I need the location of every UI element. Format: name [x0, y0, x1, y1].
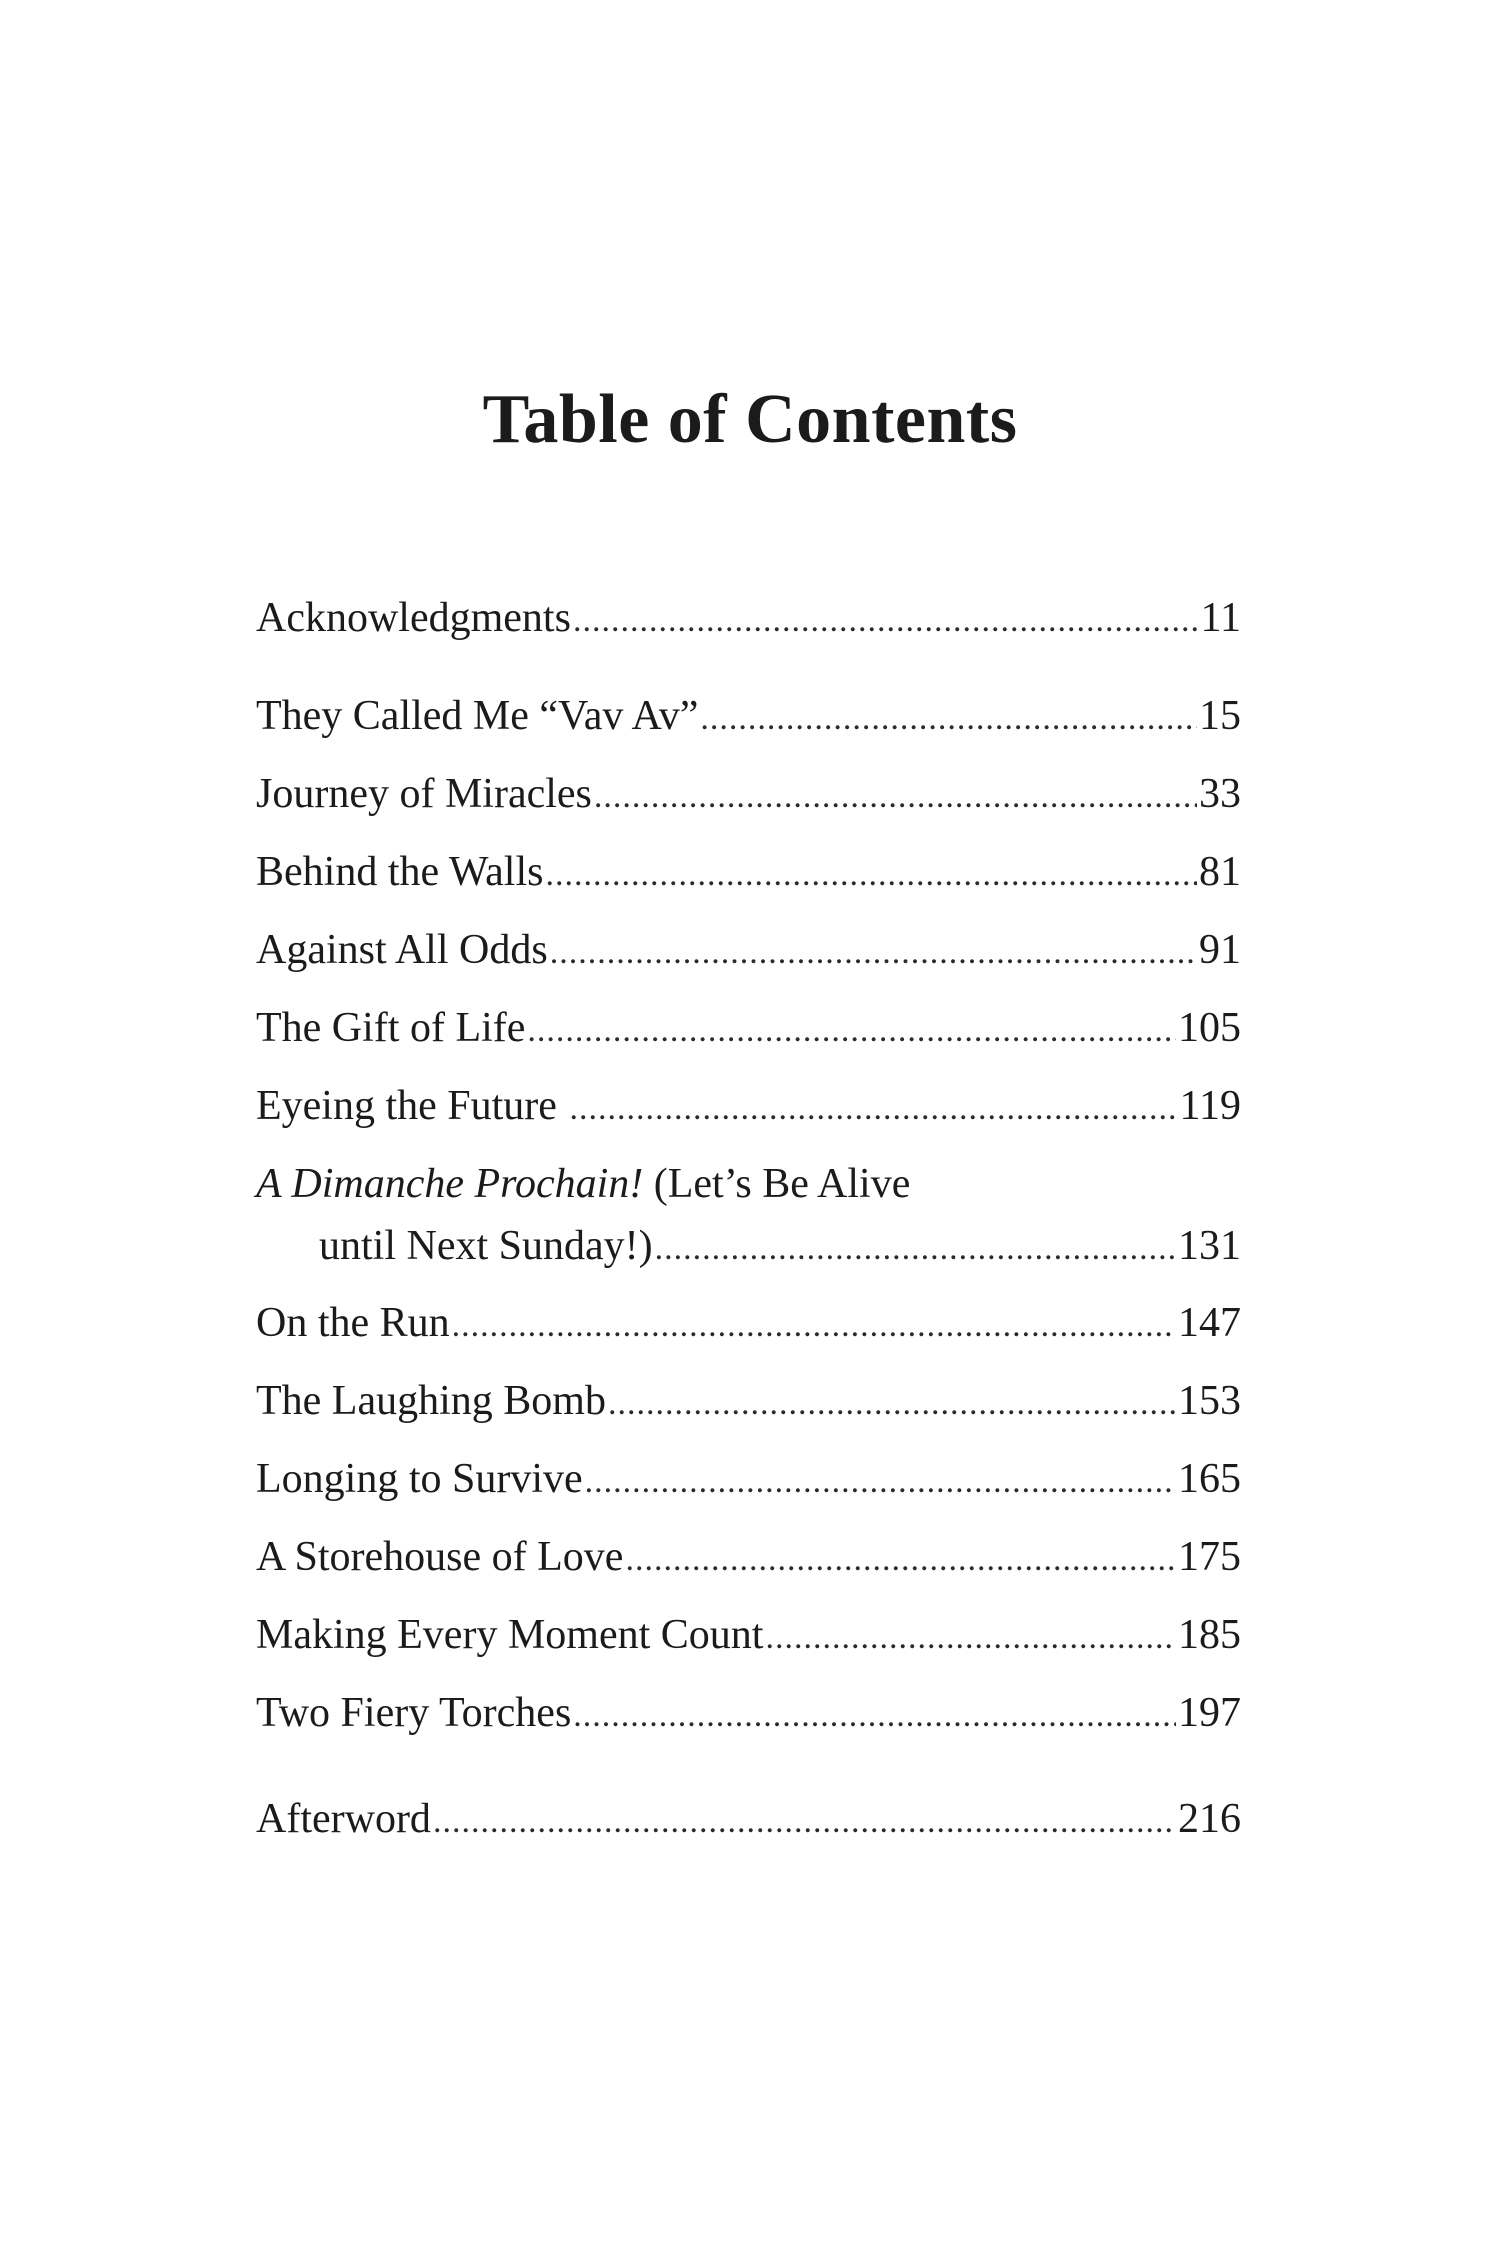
toc-entry-two-fiery-torches[interactable]: [256, 1685, 1241, 1744]
toc-entry-title-line2: until Next Sunday!): [319, 1223, 653, 1269]
toc-entry-title: The Gift of Life: [256, 1005, 526, 1051]
toc-entry-title: Acknowledgments: [256, 595, 571, 641]
toc-entry-journey-of-miracles[interactable]: [256, 766, 1241, 825]
dot-leader: [585, 1454, 1176, 1510]
toc-entry-page: 11: [1200, 595, 1241, 641]
toc-entry-page: 175: [1178, 1534, 1241, 1580]
toc-entry-title: Longing to Survive: [256, 1456, 583, 1502]
dot-leader: [700, 691, 1197, 747]
dot-leader: [625, 1532, 1176, 1588]
dot-leader: [433, 1794, 1176, 1850]
toc-entry-behind-the-walls[interactable]: [256, 844, 1241, 903]
dot-leader: [550, 925, 1197, 981]
toc-entry-against-all-odds[interactable]: [256, 922, 1241, 981]
page-title: Table of Contents: [482, 381, 1018, 458]
toc-entry-page: 119: [1179, 1083, 1241, 1129]
dot-leader: [569, 1081, 1177, 1137]
dot-leader: [452, 1298, 1176, 1354]
toc-entry-title: Against All Odds: [256, 927, 548, 973]
toc-entry-the-laughing-bomb[interactable]: [256, 1373, 1241, 1432]
toc-entry-longing-to-survive[interactable]: [256, 1451, 1241, 1510]
toc-entry-title-rest: (Let’s Be Alive: [643, 1161, 911, 1207]
toc-entry-title: They Called Me “Vav Av”: [256, 693, 699, 739]
toc-entry-page: 165: [1178, 1456, 1241, 1502]
toc-entry-page: 91: [1199, 927, 1241, 973]
dot-leader: [573, 593, 1199, 649]
toc-entry-the-gift-of-life[interactable]: [256, 1000, 1241, 1059]
toc-entry-page: 153: [1178, 1378, 1241, 1424]
toc-entry-title: Afterword: [256, 1796, 431, 1842]
toc-entry-they-called-me-vav-av[interactable]: [256, 688, 1241, 747]
toc-entry-title: The Laughing Bomb: [256, 1378, 606, 1424]
toc-entry-title: Two Fiery Torches: [256, 1690, 572, 1736]
toc-entry-title: Eyeing the Future: [256, 1083, 568, 1129]
toc-entry-making-every-moment-count[interactable]: [256, 1607, 1241, 1666]
toc-entry-title: Journey of Miracles: [256, 771, 592, 817]
toc-entry-page: 147: [1178, 1300, 1241, 1346]
toc-entry-title-italic: A Dimanche Prochain!: [256, 1161, 644, 1207]
toc-entry-page: 15: [1199, 693, 1241, 739]
dot-leader: [655, 1221, 1176, 1277]
toc-entry-afterword[interactable]: [256, 1791, 1241, 1850]
dot-leader: [765, 1610, 1176, 1666]
dot-leader: [608, 1376, 1176, 1432]
toc-entry-eyeing-the-future[interactable]: [256, 1078, 1241, 1137]
toc-entry-page: 131: [1178, 1223, 1241, 1269]
toc-entry-title-line1: [256, 1156, 1241, 1212]
toc-entry-page: 216: [1178, 1796, 1241, 1842]
toc-entry-page: 33: [1199, 771, 1241, 817]
dot-leader: [527, 1003, 1176, 1059]
toc-entry-page: 81: [1199, 849, 1241, 895]
toc-entry-acknowledgments[interactable]: [256, 590, 1241, 649]
toc-entry-a-storehouse-of-love[interactable]: [256, 1529, 1241, 1588]
dot-leader: [573, 1688, 1176, 1744]
toc-entry-title: Behind the Walls: [256, 849, 544, 895]
toc-entry-title: On the Run: [256, 1300, 450, 1346]
dot-leader: [594, 769, 1197, 825]
toc-entry-title: A Storehouse of Love: [256, 1534, 624, 1580]
toc-entry-page: 197: [1178, 1690, 1241, 1736]
toc-entry-page: 185: [1178, 1612, 1241, 1658]
dot-leader: [545, 847, 1197, 903]
toc-entry-a-dimanche-prochain[interactable]: [256, 1156, 1241, 1277]
toc-entry-page: 105: [1178, 1005, 1241, 1051]
toc-entry-on-the-run[interactable]: [256, 1295, 1241, 1354]
toc-entry-title: Making Every Moment Count: [256, 1612, 764, 1658]
